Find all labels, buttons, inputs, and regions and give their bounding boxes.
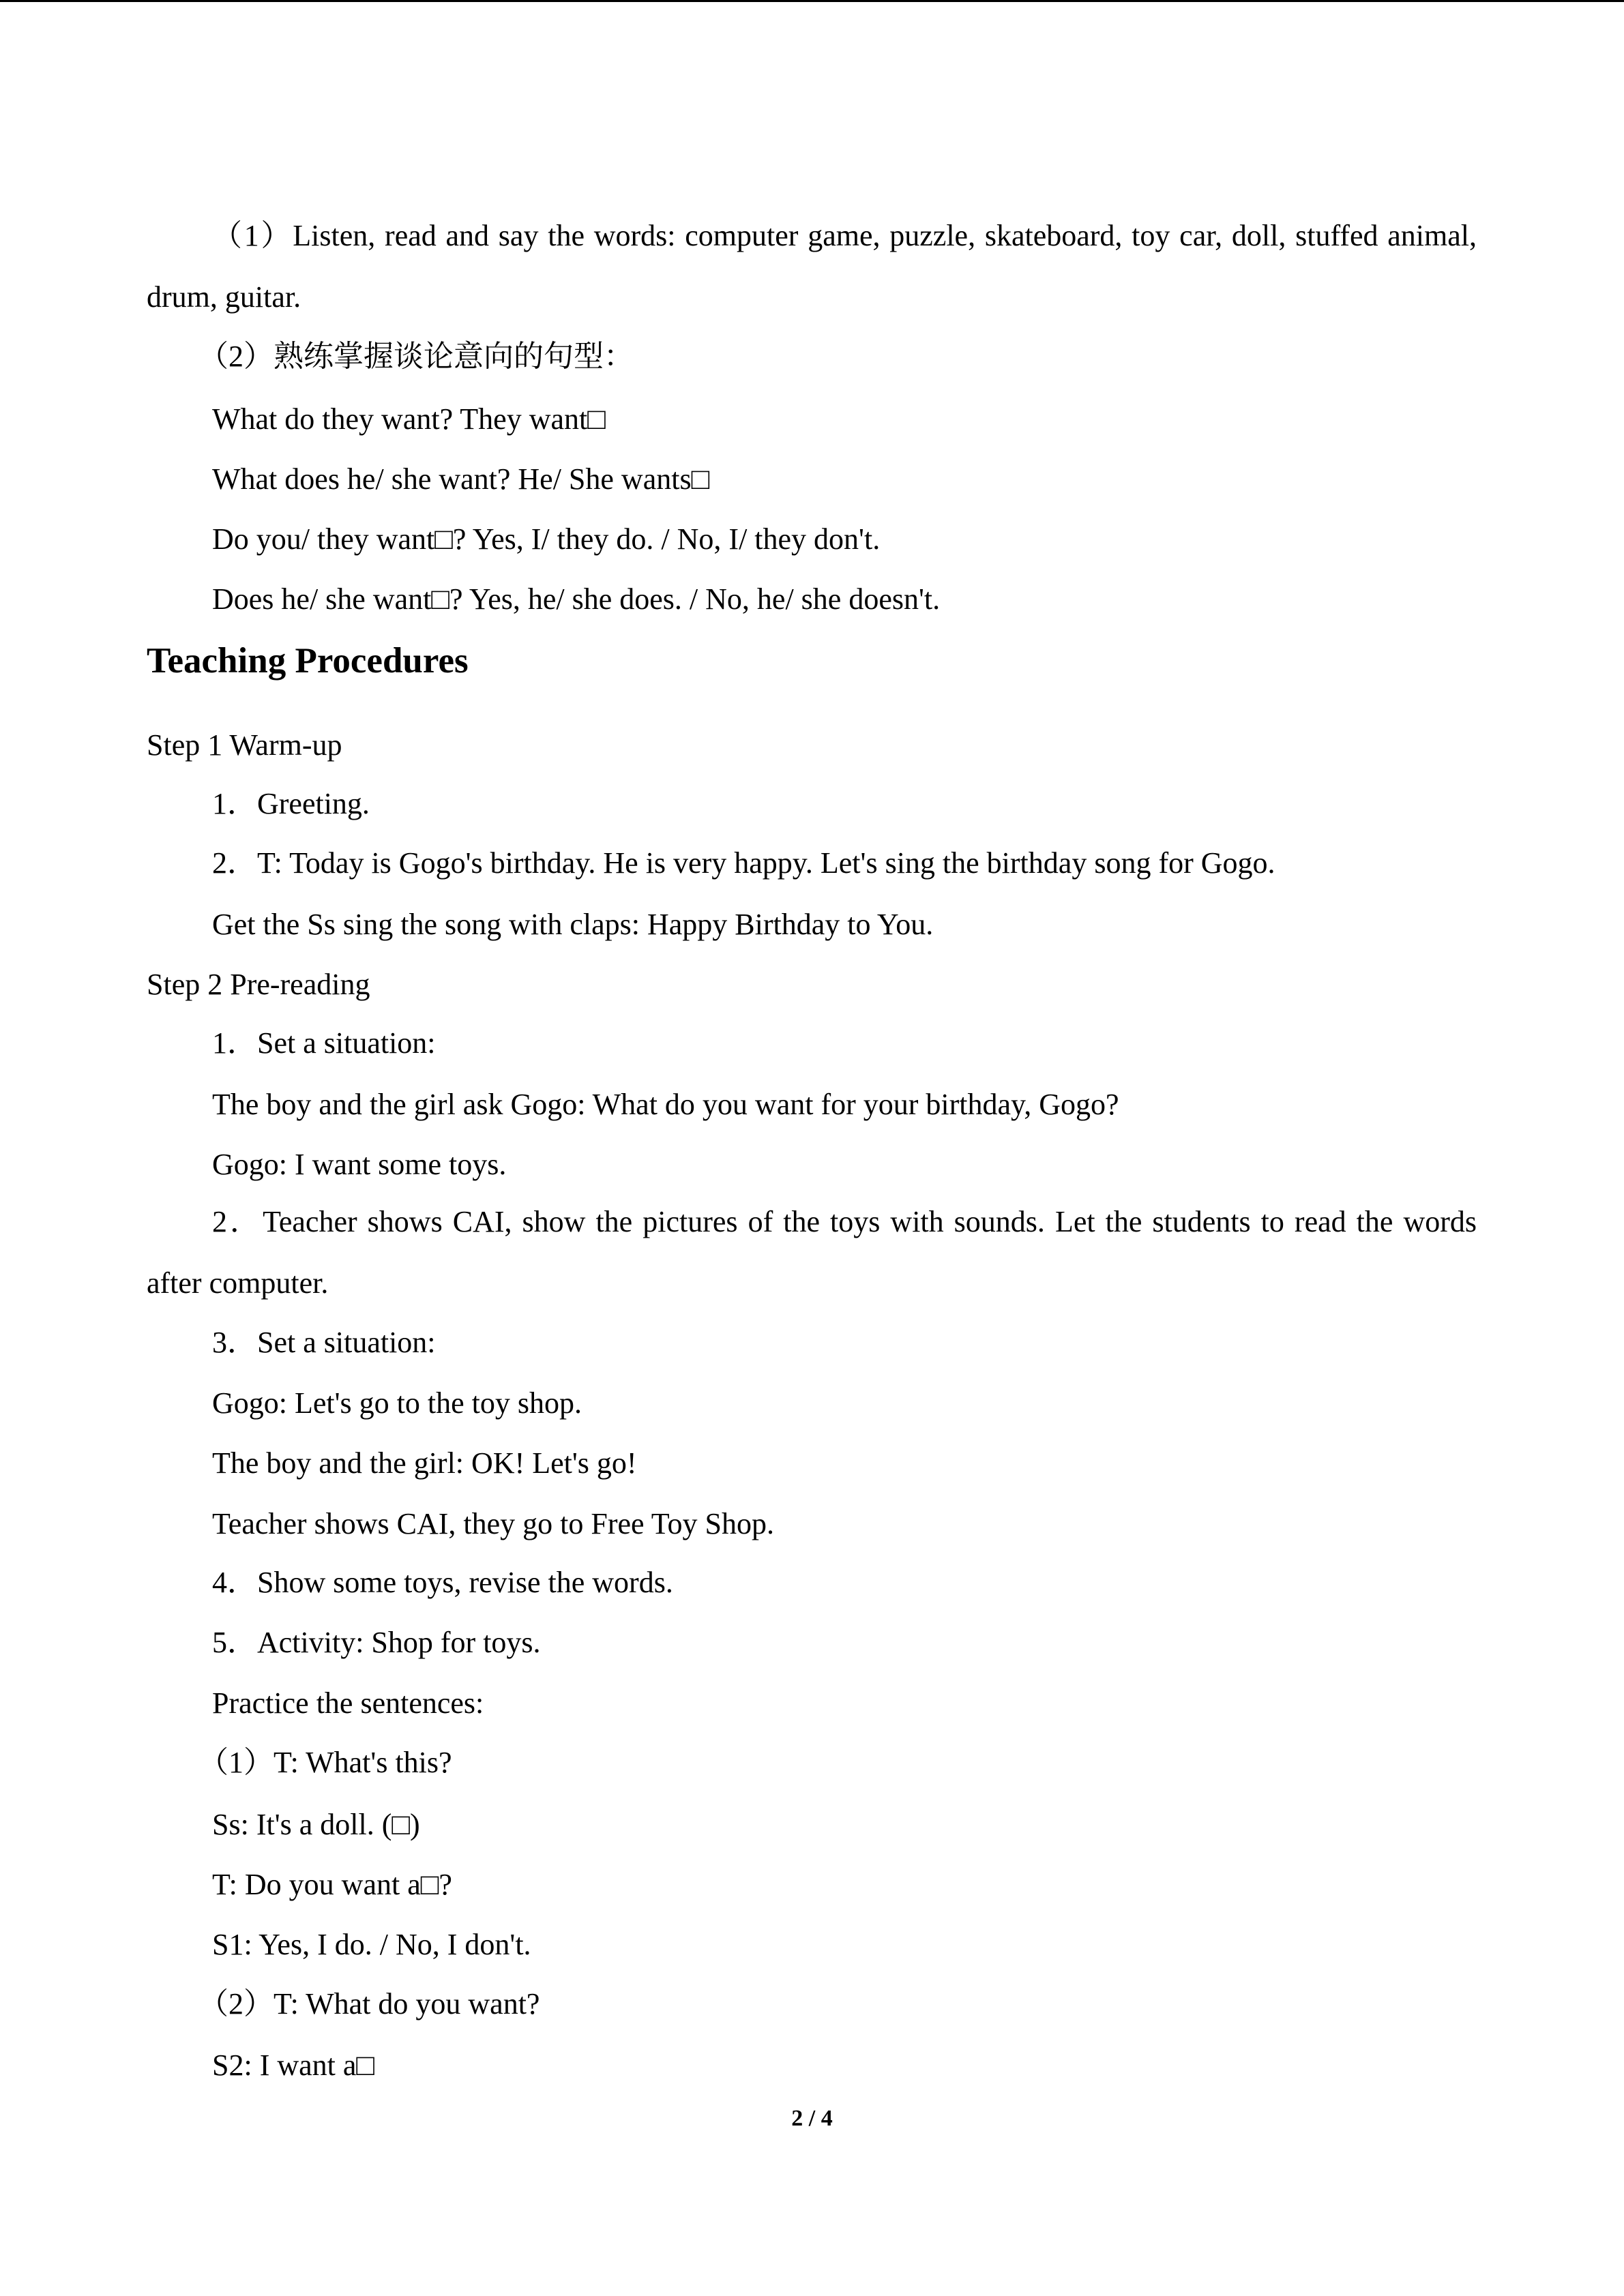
pattern-line: Does he/ she want□? Yes, he/ she does. / No, he/ she doesn't. [212,582,941,616]
step-line: 4．Show some toys, revise the words. [212,1566,673,1599]
step-line: S1: Yes, I do. / No, I don't. [212,1928,531,1961]
step-title: Step 1 Warm-up [147,728,342,762]
pattern-line: What does he/ she want? He/ She wants□ [212,462,710,496]
step-line: Practice the sentences: [212,1686,484,1720]
step-line: 2．T: Today is Gogo's birthday. He is very happy. Let's sing the birthday song for Gogo. [212,846,1275,880]
pattern-line: What do they want? They want□ [212,402,606,436]
step-line: （1）T: What's this? [198,1746,452,1779]
step-line: （2）T: What do you want? [198,1987,540,2021]
objective-item-2: （2）熟练掌握谈论意向的句型： [198,340,634,373]
step-line: 1．Greeting. [212,787,370,820]
step-line: T: Do you want a□? [212,1868,452,1901]
step-line: Get the Ss sing the song with claps: Happy Birthday to You. [212,908,934,941]
objective-item-1: （1）Listen, read and say the words: computer game, puzzle, skateboard, toy car, doll, stuffed animal, drum, guitar. [147,219,1477,314]
page-number: 2 / 4 [791,2106,833,2131]
step-line: The boy and the girl: OK! Let's go! [212,1446,637,1480]
step-line: Ss: It's a doll. (□) [212,1808,420,1841]
step-paragraph: 2．Teacher shows CAI, show the pictures of the toys with sounds. Let the students to read the words after computer. [147,1205,1477,1300]
step-line: The boy and the girl ask Gogo: What do you want for your birthday, Gogo? [212,1088,1119,1121]
section-heading: Teaching Procedures [147,641,469,681]
step-line: Teacher shows CAI, they go to Free Toy Shop. [212,1507,775,1540]
step-title: Step 2 Pre-reading [147,968,370,1001]
pattern-line: Do you/ they want□? Yes, I/ they do. / No, I/ they don't. [212,522,881,556]
step-line: S2: I want a□ [212,2048,374,2082]
step-line: Gogo: I want some toys. [212,1148,507,1181]
step-line: Gogo: Let's go to the toy shop. [212,1386,582,1420]
step-line: 3．Set a situation: [212,1326,436,1359]
step-line: 5．Activity: Shop for toys. [212,1626,541,1659]
step-line: 1．Set a situation: [212,1026,436,1060]
